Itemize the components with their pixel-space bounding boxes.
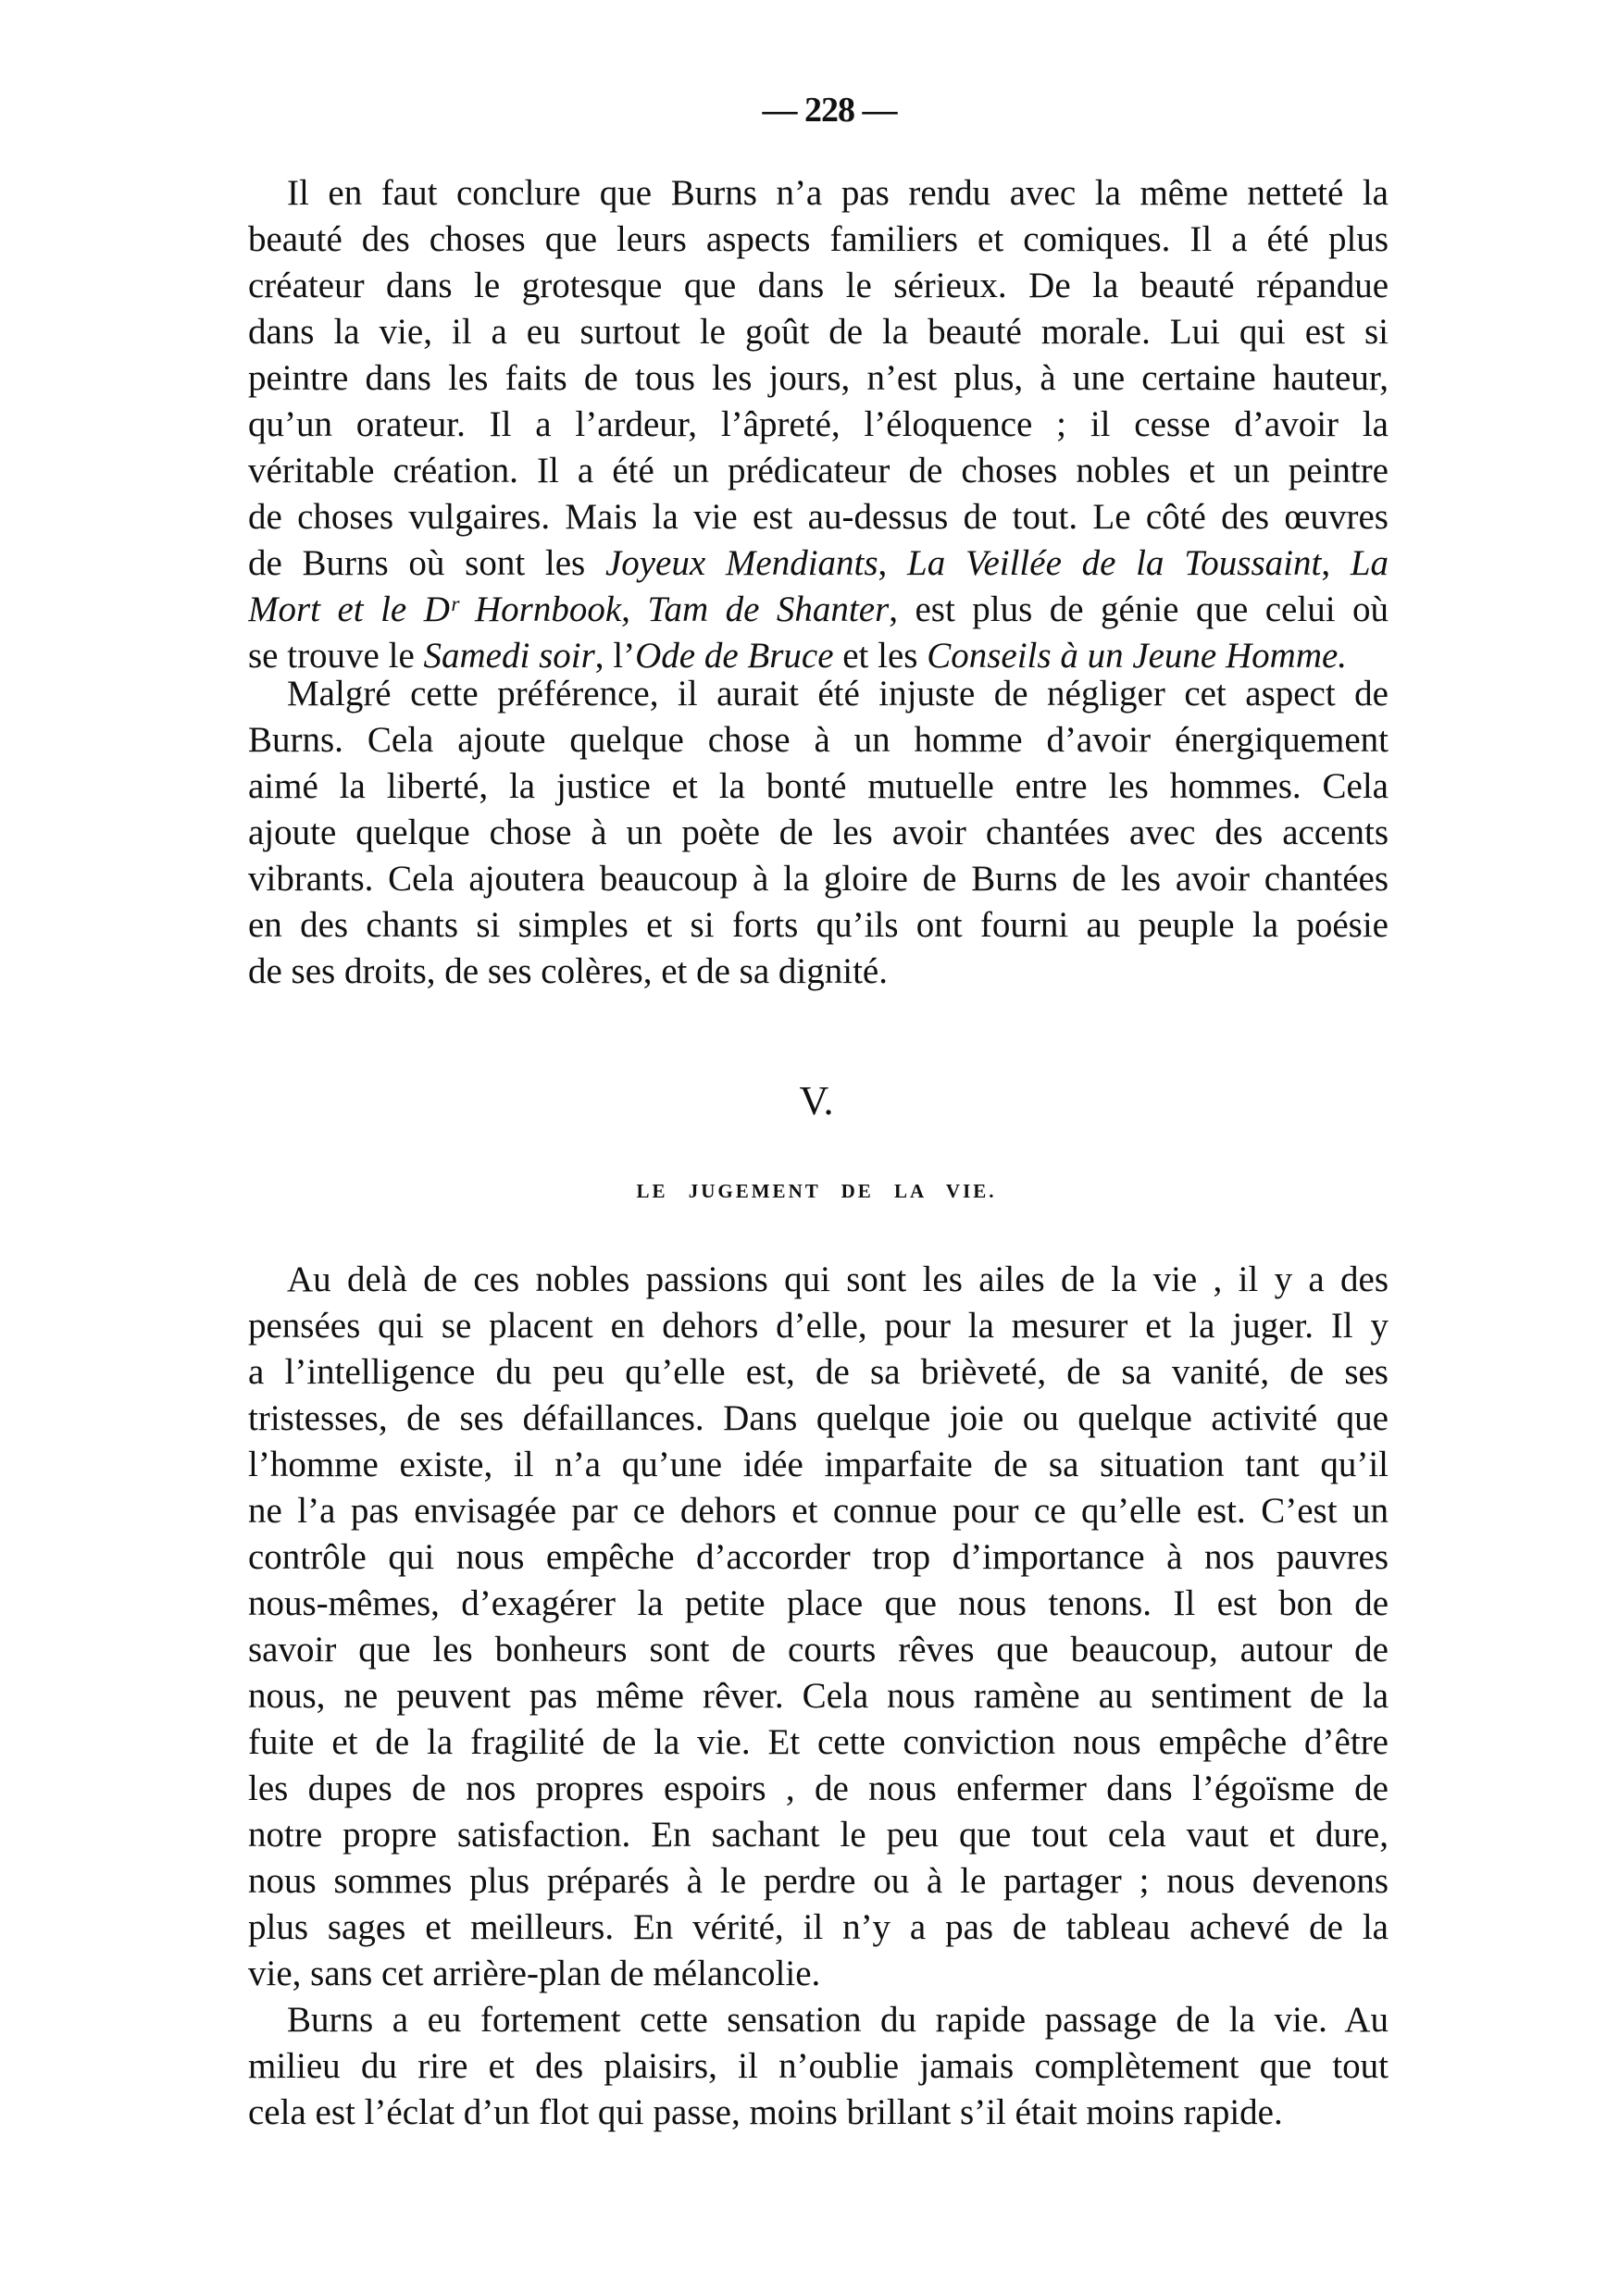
text-run: milieu du rire et des plaisirs, il n’oublie jamais complètement que tout: [248, 2046, 1389, 2086]
italic-title: La: [1350, 543, 1389, 583]
text-line: [248, 1627, 1389, 1673]
text-line: [248, 1673, 1389, 1719]
text-line: [248, 1488, 1389, 1534]
text-line: [248, 448, 1389, 494]
text-line: [248, 1951, 1389, 1997]
text-run: l’homme existe, il n’a qu’une idée imparfaite de sa situation tant qu’il: [248, 1445, 1389, 1484]
text-run: ,: [878, 543, 908, 583]
text-run: savoir que les bonheurs sont de courts rêves que beaucoup, autour de: [248, 1630, 1389, 1669]
text-line: [248, 2090, 1389, 2136]
text-line: [248, 1396, 1389, 1442]
text-run: tristesses, de ses défaillances. Dans quelque joie ou quelque activité que: [248, 1398, 1389, 1438]
text-run: véritable création. Il a été un prédicateur de choses nobles et un peintre: [248, 451, 1389, 490]
text-run: ajoute quelque chose à un poète de les avoir chantées avec des accents: [248, 813, 1389, 852]
text-line: [248, 1719, 1389, 1766]
text-run: et les: [833, 636, 928, 676]
text-line: [248, 1442, 1389, 1488]
text-line: [248, 402, 1389, 448]
text-line: [248, 1905, 1389, 1951]
text-line: [248, 949, 1389, 995]
text-run: plus sages et meilleurs. En vérité, il n’y a pas de tableau achevé de la: [248, 1907, 1389, 1947]
text-run: vibrants. Cela ajoutera beaucoup à la gloire de Burns de les avoir chantées: [248, 859, 1389, 899]
page-number: — 228 —: [762, 91, 897, 130]
paragraph-3: [248, 1257, 1389, 1997]
text-run: Il en faut conclure que Burns n’a pas rendu avec la même netteté la: [287, 173, 1389, 213]
text-run: de ses droits, de ses colères, et de sa dignité.: [248, 951, 888, 991]
text-line: [248, 2043, 1389, 2090]
text-line: [248, 263, 1389, 309]
text-run: [630, 590, 647, 629]
text-run: fuite et de la fragilité de la vie. Et cette conviction nous empêche d’être: [248, 1722, 1389, 1762]
text-run: contrôle qui nous empêche d’accorder trop d’importance à nos pauvres: [248, 1537, 1389, 1577]
text-line: [248, 1257, 1389, 1303]
paragraph-1: [248, 170, 1389, 679]
text-run: de choses vulgaires. Mais la vie est au-dessus de tout. Le côté des œuvres: [248, 497, 1389, 537]
section-title: LE JUGEMENT DE LA VIE.: [636, 1180, 997, 1202]
text-run: , est plus de génie que celui où: [889, 590, 1389, 629]
text-line: [248, 671, 1389, 717]
text-line: [248, 309, 1389, 355]
text-run: ,: [1321, 543, 1351, 583]
text-line: [248, 763, 1389, 810]
text-run: cela est l’éclat d’un flot qui passe, moins brillant s’il était moins rapide.: [248, 2092, 1283, 2132]
text-run: se trouve le: [248, 636, 424, 676]
text-line: [248, 1349, 1389, 1396]
text-run: , l’: [594, 636, 636, 676]
text-line: [248, 1534, 1389, 1581]
text-line: [248, 1997, 1389, 2043]
text-line: [248, 1766, 1389, 1812]
text-run: vie, sans cet arrière-plan de mélancolie.: [248, 1954, 821, 1993]
text-run: les dupes de nos propres espoirs , de nous enfermer dans l’égoïsme de: [248, 1769, 1389, 1808]
text-run: beauté des choses que leurs aspects familiers et comiques. Il a été plus: [248, 219, 1389, 259]
text-line: [248, 355, 1389, 402]
text-line: [248, 217, 1389, 263]
text-run: qu’un orateur. Il a l’ardeur, l’âpreté, l’éloquence ; il cesse d’avoir la: [248, 404, 1389, 444]
text-run: pensées qui se placent en dehors d’elle, pour la mesurer et la juger. Il y: [248, 1306, 1389, 1346]
text-run: a l’intelligence du peu qu’elle est, de sa brièveté, de sa vanité, de ses: [248, 1352, 1389, 1392]
italic-title: Mort et le Dʳ Hornbook,: [248, 590, 630, 629]
text-run: Au delà de ces nobles passions qui sont les ailes de la vie , il y a des: [287, 1260, 1389, 1299]
italic-title: Tam de Shanter: [647, 590, 890, 629]
italic-title: Samedi soir: [423, 636, 595, 676]
italic-title: La Veillée de la Toussaint: [907, 543, 1322, 583]
text-run: notre propre satisfaction. En sachant le peu que tout cela vaut et dure,: [248, 1815, 1389, 1855]
text-run: nous-mêmes, d’exagérer la petite place que nous tenons. Il est bon de: [248, 1583, 1389, 1623]
italic-title: Conseils à un Jeune Homme.: [927, 636, 1348, 676]
text-run: de Burns où sont les: [248, 543, 605, 583]
text-line: [248, 587, 1389, 633]
text-run: ne l’a pas envisagée par ce dehors et connue pour ce qu’elle est. C’est un: [248, 1491, 1389, 1531]
text-run: créateur dans le grotesque que dans le sérieux. De la beauté répandue: [248, 266, 1389, 305]
italic-title: Joyeux Mendiants: [604, 543, 878, 583]
text-run: peintre dans les faits de tous les jours, n’est plus, à une certaine hauteur,: [248, 358, 1389, 398]
paragraph-4: [248, 1997, 1389, 2136]
text-run: nous sommes plus préparés à le perdre ou à le partager ; nous devenons: [248, 1861, 1389, 1901]
text-run: Malgré cette préférence, il aurait été injuste de négliger cet aspect de: [287, 674, 1389, 714]
text-run: dans la vie, il a eu surtout le goût de la beauté morale. Lui qui est si: [248, 312, 1389, 352]
text-line: [248, 1581, 1389, 1627]
text-line: [248, 1812, 1389, 1858]
section-number: V.: [799, 1078, 834, 1123]
text-line: [248, 810, 1389, 856]
text-line: [248, 902, 1389, 949]
text-line: [248, 1303, 1389, 1349]
text-line: [248, 856, 1389, 902]
text-line: [248, 1858, 1389, 1905]
text-run: Burns. Cela ajoute quelque chose à un homme d’avoir énergiquement: [248, 720, 1389, 760]
text-run: aimé la liberté, la justice et la bonté mutuelle entre les hommes. Cela: [248, 766, 1389, 806]
text-line: [248, 170, 1389, 217]
text-line: [248, 494, 1389, 540]
text-run: Burns a eu fortement cette sensation du rapide passage de la vie. Au: [287, 2000, 1389, 2040]
italic-title: Ode de Bruce: [635, 636, 834, 676]
text-run: en des chants si simples et si forts qu’ils ont fourni au peuple la poésie: [248, 905, 1389, 945]
paragraph-2: [248, 671, 1389, 995]
text-line: [248, 717, 1389, 763]
text-line: [248, 540, 1389, 587]
text-run: nous, ne peuvent pas même rêver. Cela nous ramène au sentiment de la: [248, 1676, 1389, 1716]
